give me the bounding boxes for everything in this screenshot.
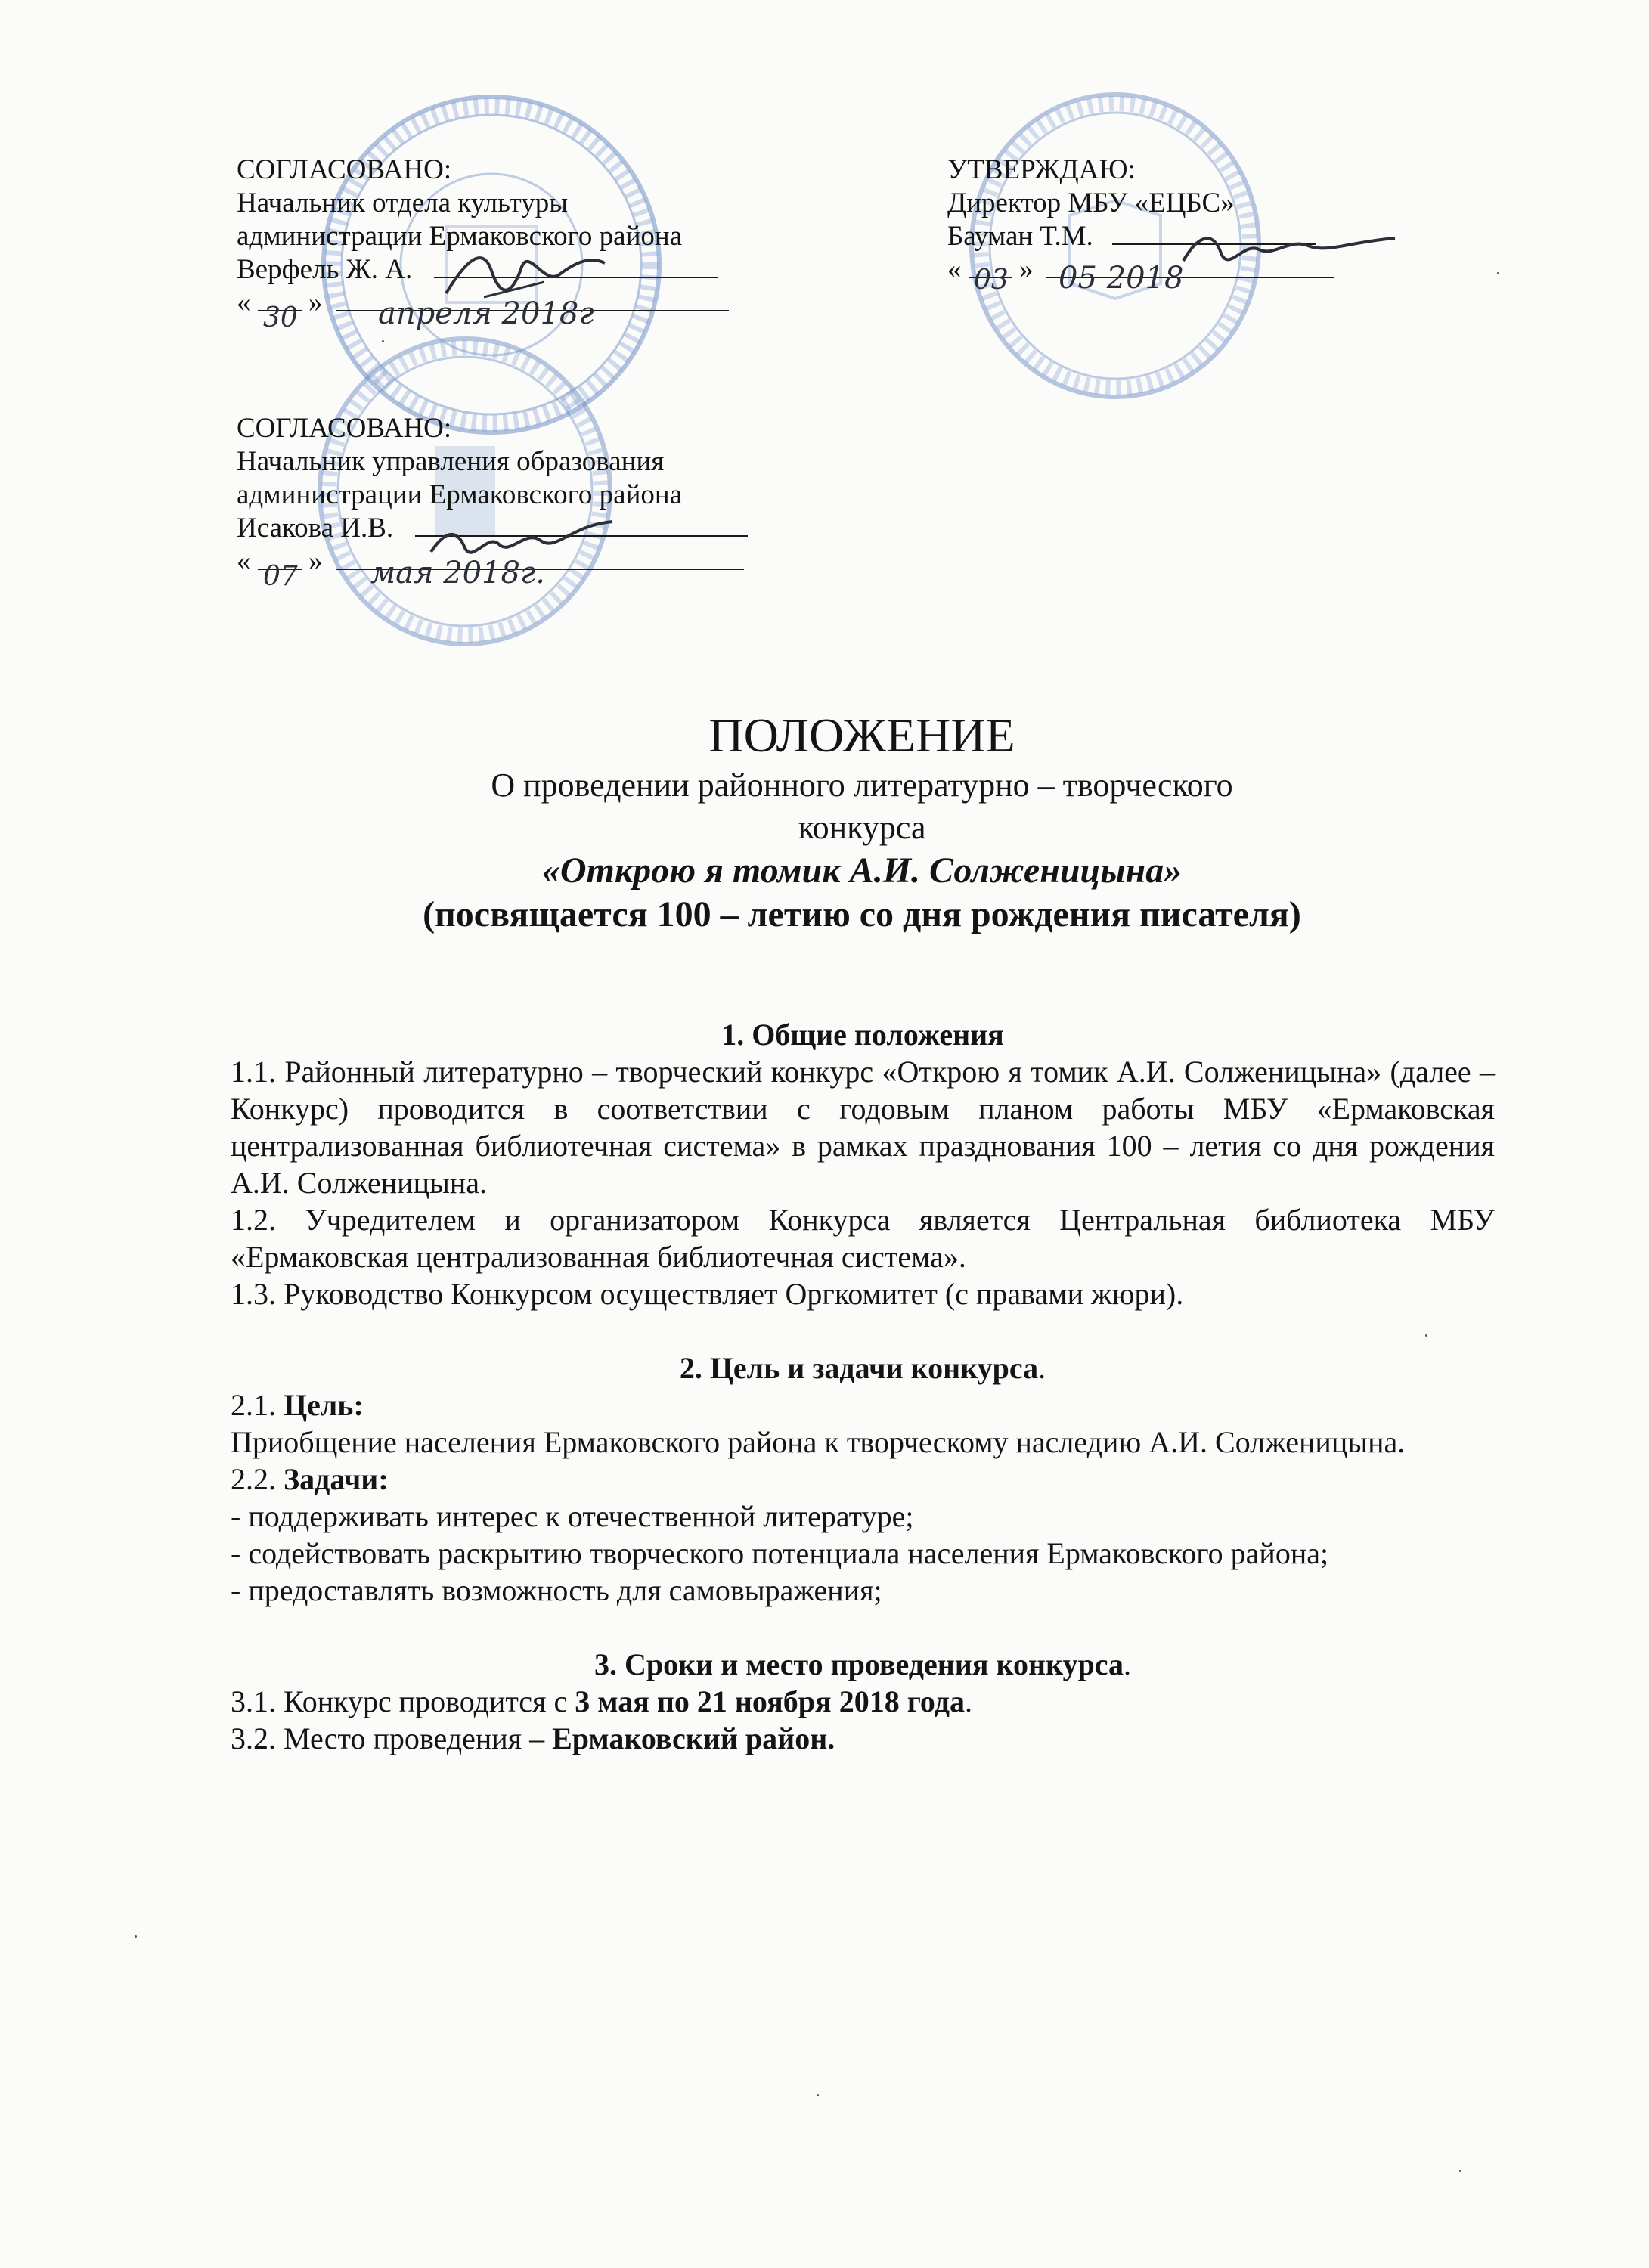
approval-date: « » xyxy=(237,287,729,320)
contest-dedication: (посвящается 100 – летию со дня рождения писателя) xyxy=(423,894,1301,934)
approval-organization: администрации Ермаковского района xyxy=(237,479,683,510)
paragraph-3-2: 3.2. Место проведения – Ермаковский район. xyxy=(231,1721,835,1755)
signature-bauman xyxy=(1176,219,1403,280)
scan-speck xyxy=(1425,1334,1427,1337)
handwritten-day: 30 xyxy=(263,302,298,333)
scan-speck xyxy=(1459,2170,1461,2172)
section-heading: 3. Сроки и место проведения конкурса. xyxy=(594,1647,1132,1681)
handwritten-month-year: мая 2018г. xyxy=(370,556,545,590)
approval-position: Начальник управления образования xyxy=(237,446,665,477)
scan-speck xyxy=(135,1935,137,1938)
handwritten-month-year: апреля 2018г xyxy=(378,296,594,331)
approval-date: « » xyxy=(947,253,1334,287)
list-item: - поддерживать интерес к отечественной литературе; xyxy=(231,1499,914,1533)
approval-person-name: Верфель Ж. А. xyxy=(237,254,413,285)
document-title: ПОЛОЖЕНИЕ xyxy=(708,708,1015,762)
scan-speck xyxy=(1497,272,1499,274)
signature-isakova xyxy=(423,510,620,571)
scan-speck xyxy=(382,340,384,342)
tasks-label: Задачи: xyxy=(284,1462,389,1496)
document-title-block xyxy=(227,707,1497,937)
approval-heading: СОГЛАСОВАНО: xyxy=(237,413,452,444)
contest-name: «Открою я томик А.И. Солженицына» xyxy=(541,850,1183,891)
paragraph-1-2: 1.2. Учредителем и организатором Конкурса является Центральная библиотека МБУ «Ермаковская централизованная библиотечная система». xyxy=(231,1203,1495,1274)
section-heading: 2. Цель и задачи конкурса. xyxy=(679,1351,1046,1385)
goal-text: Приобщение населения Ермаковского района к творческому наследию А.И. Солженицына. xyxy=(231,1425,1406,1459)
document-subtitle-line1: О проведении районного литературно – творческого xyxy=(491,767,1233,804)
paragraph-1-3: 1.3. Руководство Конкурсом осуществляет Оргкомитет (с правами жюри). xyxy=(231,1277,1184,1311)
goal-label-line: 2.1. Цель: xyxy=(231,1388,364,1422)
approval-person-name: Бауман Т.М. xyxy=(947,221,1093,252)
signature-verfel xyxy=(439,240,612,308)
handwritten-day: 07 xyxy=(263,561,298,592)
document-body xyxy=(231,1016,1495,1757)
tasks-label-line: 2.2. Задачи: xyxy=(231,1462,389,1496)
goal-label: Цель: xyxy=(284,1388,364,1422)
document-subtitle-line2: конкурса xyxy=(798,809,926,846)
paragraph-3-1: 3.1. Конкурс проводится с 3 мая по 21 ноября 2018 года. xyxy=(231,1684,972,1718)
approval-organization: администрации Ермаковского района xyxy=(237,221,683,252)
approval-date: « » xyxy=(237,545,748,578)
handwritten-month-year: 05 2018 xyxy=(1059,261,1184,296)
approval-person-name: Исакова И.В. xyxy=(237,513,394,544)
paragraph-1-1: 1.1. Районный литературно – творческий конкурс «Открою я томик А.И. Солженицына» (далее – Конкурс) проводится в соответствии с годовым планом работы МБУ «Ермаковская централизованная библиотечная система» в рамках празднования 100 – летия со дня рождения А.И. Солженицына. xyxy=(231,1055,1495,1200)
approval-heading: СОГЛАСОВАНО: xyxy=(237,154,452,185)
list-item: - содействовать раскрытию творческого потенциала населения Ермаковского района; xyxy=(231,1536,1329,1570)
approval-position: Директор МБУ «ЕЦБС» xyxy=(947,187,1235,218)
handwritten-day: 03 xyxy=(974,265,1009,296)
list-item: - предоставлять возможность для самовыражения; xyxy=(231,1573,882,1607)
approval-heading: УТВЕРЖДАЮ: xyxy=(947,154,1136,185)
section-heading: 1. Общие положения xyxy=(721,1018,1004,1052)
approval-position: Начальник отдела культуры xyxy=(237,187,569,218)
scan-speck xyxy=(817,2094,819,2096)
